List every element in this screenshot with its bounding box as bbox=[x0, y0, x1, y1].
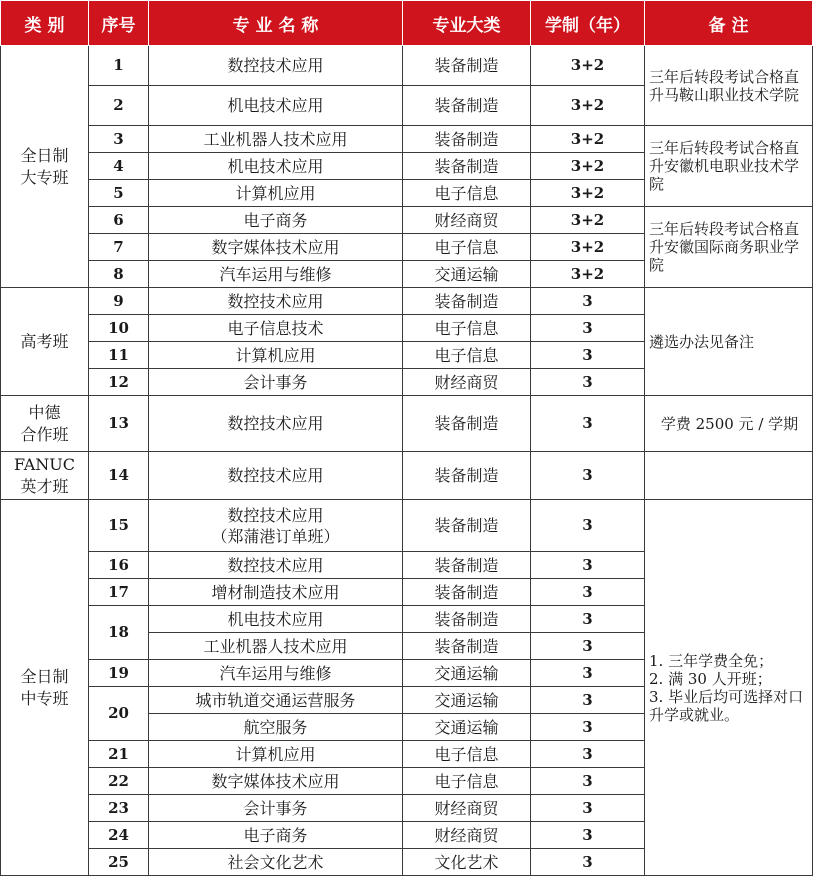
category-line: 合作班 bbox=[20, 424, 69, 444]
major-name: 数字媒体技术应用 bbox=[149, 768, 403, 795]
major-name: 计算机应用 bbox=[149, 342, 403, 369]
duration: 3 bbox=[531, 768, 645, 795]
header-major-name: 专 业 名 称 bbox=[149, 1, 403, 46]
major-name: 工业机器人技术应用 bbox=[149, 126, 403, 153]
category-line: 中德 bbox=[28, 402, 61, 422]
major-category: 装备制造 bbox=[403, 633, 531, 660]
major-category: 装备制造 bbox=[403, 500, 531, 552]
major-name: 增材制造技术应用 bbox=[149, 579, 403, 606]
duration: 3 bbox=[531, 687, 645, 714]
major-name: 会计事务 bbox=[149, 369, 403, 396]
row-number: 4 bbox=[89, 153, 149, 180]
row-number: 11 bbox=[89, 342, 149, 369]
row-number: 12 bbox=[89, 369, 149, 396]
row-number: 17 bbox=[89, 579, 149, 606]
category-line: 中专班 bbox=[20, 688, 69, 708]
major-category: 装备制造 bbox=[403, 288, 531, 315]
duration: 3 bbox=[531, 579, 645, 606]
remark-cell bbox=[645, 452, 813, 500]
major-name: 社会文化艺术 bbox=[149, 849, 403, 876]
major-category: 装备制造 bbox=[403, 396, 531, 452]
duration: 3 bbox=[531, 849, 645, 876]
remark-cell: 三年后转段考试合格直升安徽国际商务职业学院 bbox=[645, 207, 813, 288]
duration: 3+2 bbox=[531, 46, 645, 86]
major-name: 数控技术应用 bbox=[149, 552, 403, 579]
row-number: 7 bbox=[89, 234, 149, 261]
duration: 3 bbox=[531, 714, 645, 741]
duration: 3 bbox=[531, 606, 645, 633]
major-name: 数控技术应用 bbox=[149, 396, 403, 452]
major-category: 电子信息 bbox=[403, 768, 531, 795]
major-name: 汽车运用与维修 bbox=[149, 660, 403, 687]
major-category: 电子信息 bbox=[403, 234, 531, 261]
remark-cell: 三年后转段考试合格直升马鞍山职业技术学院 bbox=[645, 46, 813, 126]
category-line: FANUC bbox=[14, 454, 75, 474]
major-name: 电子商务 bbox=[149, 822, 403, 849]
header-category: 类 别 bbox=[1, 1, 89, 46]
major-category: 装备制造 bbox=[403, 552, 531, 579]
row-number: 23 bbox=[89, 795, 149, 822]
table-row bbox=[1, 396, 813, 452]
category-line: 大专班 bbox=[20, 167, 69, 187]
duration: 3 bbox=[531, 288, 645, 315]
remark-cell: 遴选办法见备注 bbox=[645, 288, 813, 396]
major-name: 数控技术应用 bbox=[149, 288, 403, 315]
duration: 3 bbox=[531, 822, 645, 849]
major-name bbox=[149, 500, 403, 552]
remark-line: 2. 满 30 人开班； bbox=[649, 669, 772, 688]
row-number: 25 bbox=[89, 849, 149, 876]
row-number: 1 bbox=[89, 46, 149, 86]
remark-cell: 三年后转段考试合格直升安徽机电职业技术学院 bbox=[645, 126, 813, 207]
table-row bbox=[1, 46, 813, 86]
category-cell bbox=[1, 46, 89, 288]
duration: 3+2 bbox=[531, 180, 645, 207]
row-number: 9 bbox=[89, 288, 149, 315]
row-number: 19 bbox=[89, 660, 149, 687]
major-name: 机电技术应用 bbox=[149, 86, 403, 126]
major-name: 城市轨道交通运营服务 bbox=[149, 687, 403, 714]
major-name: 机电技术应用 bbox=[149, 606, 403, 633]
major-category: 财经商贸 bbox=[403, 207, 531, 234]
major-name: 数控技术应用 bbox=[149, 46, 403, 86]
major-name-line: 数控技术应用 bbox=[227, 505, 324, 525]
major-category: 电子信息 bbox=[403, 180, 531, 207]
category-line: 全日制 bbox=[20, 666, 69, 686]
row-number: 21 bbox=[89, 741, 149, 768]
major-category: 交通运输 bbox=[403, 660, 531, 687]
major-name: 工业机器人技术应用 bbox=[149, 633, 403, 660]
remark-cell: 学费 2500 元 / 学期 bbox=[645, 396, 813, 452]
duration: 3 bbox=[531, 342, 645, 369]
major-category: 装备制造 bbox=[403, 46, 531, 86]
category-cell bbox=[1, 500, 89, 876]
row-number: 6 bbox=[89, 207, 149, 234]
major-category: 电子信息 bbox=[403, 342, 531, 369]
major-category: 文化艺术 bbox=[403, 849, 531, 876]
category-line: 英才班 bbox=[20, 476, 69, 496]
major-name-line: （郑蒲港订单班） bbox=[211, 526, 340, 546]
category-cell bbox=[1, 452, 89, 500]
duration: 3+2 bbox=[531, 261, 645, 288]
duration: 3 bbox=[531, 315, 645, 342]
duration: 3 bbox=[531, 452, 645, 500]
category-line: 高考班 bbox=[20, 331, 69, 351]
duration: 3 bbox=[531, 369, 645, 396]
duration: 3 bbox=[531, 552, 645, 579]
row-number: 13 bbox=[89, 396, 149, 452]
major-name: 计算机应用 bbox=[149, 741, 403, 768]
major-category: 装备制造 bbox=[403, 606, 531, 633]
major-category: 电子信息 bbox=[403, 741, 531, 768]
major-category: 装备制造 bbox=[403, 153, 531, 180]
major-category: 财经商贸 bbox=[403, 822, 531, 849]
duration: 3+2 bbox=[531, 234, 645, 261]
header-row bbox=[1, 1, 813, 46]
major-category: 交通运输 bbox=[403, 687, 531, 714]
category-line: 全日制 bbox=[20, 145, 69, 165]
duration: 3+2 bbox=[531, 126, 645, 153]
duration: 3+2 bbox=[531, 86, 645, 126]
row-number: 5 bbox=[89, 180, 149, 207]
table-row bbox=[1, 288, 813, 315]
row-number: 22 bbox=[89, 768, 149, 795]
row-number: 20 bbox=[89, 687, 149, 741]
header-remarks: 备 注 bbox=[645, 1, 813, 46]
duration: 3+2 bbox=[531, 153, 645, 180]
major-category: 装备制造 bbox=[403, 579, 531, 606]
header-number: 序号 bbox=[89, 1, 149, 46]
major-category: 电子信息 bbox=[403, 315, 531, 342]
remark-cell bbox=[645, 500, 813, 876]
duration: 3+2 bbox=[531, 207, 645, 234]
category-cell bbox=[1, 396, 89, 452]
table-row bbox=[1, 500, 813, 552]
major-name: 数字媒体技术应用 bbox=[149, 234, 403, 261]
duration: 3 bbox=[531, 500, 645, 552]
major-name: 会计事务 bbox=[149, 795, 403, 822]
duration: 3 bbox=[531, 660, 645, 687]
major-name: 电子商务 bbox=[149, 207, 403, 234]
row-number: 15 bbox=[89, 500, 149, 552]
row-number: 16 bbox=[89, 552, 149, 579]
duration: 3 bbox=[531, 795, 645, 822]
remark-line: 3. 毕业后均可选择对口升学或就业。 bbox=[649, 687, 804, 724]
table-row bbox=[1, 207, 813, 234]
row-number: 3 bbox=[89, 126, 149, 153]
row-number: 2 bbox=[89, 86, 149, 126]
row-number: 10 bbox=[89, 315, 149, 342]
major-name: 电子信息技术 bbox=[149, 315, 403, 342]
row-number: 18 bbox=[89, 606, 149, 660]
major-category: 装备制造 bbox=[403, 86, 531, 126]
remark-line: 1. 三年学费全免； bbox=[649, 651, 774, 670]
table-row bbox=[1, 126, 813, 153]
major-category: 财经商贸 bbox=[403, 369, 531, 396]
category-cell bbox=[1, 288, 89, 396]
header-duration: 学制（年） bbox=[531, 1, 645, 46]
major-category: 交通运输 bbox=[403, 714, 531, 741]
major-category: 交通运输 bbox=[403, 261, 531, 288]
row-number: 24 bbox=[89, 822, 149, 849]
major-name: 航空服务 bbox=[149, 714, 403, 741]
major-category: 装备制造 bbox=[403, 126, 531, 153]
major-category: 装备制造 bbox=[403, 452, 531, 500]
major-category: 财经商贸 bbox=[403, 795, 531, 822]
row-number: 14 bbox=[89, 452, 149, 500]
major-name: 汽车运用与维修 bbox=[149, 261, 403, 288]
row-number: 8 bbox=[89, 261, 149, 288]
table-row bbox=[1, 452, 813, 500]
duration: 3 bbox=[531, 396, 645, 452]
major-name: 机电技术应用 bbox=[149, 153, 403, 180]
duration: 3 bbox=[531, 741, 645, 768]
major-name: 数控技术应用 bbox=[149, 452, 403, 500]
major-name: 计算机应用 bbox=[149, 180, 403, 207]
duration: 3 bbox=[531, 633, 645, 660]
header-major-category: 专业大类 bbox=[403, 1, 531, 46]
